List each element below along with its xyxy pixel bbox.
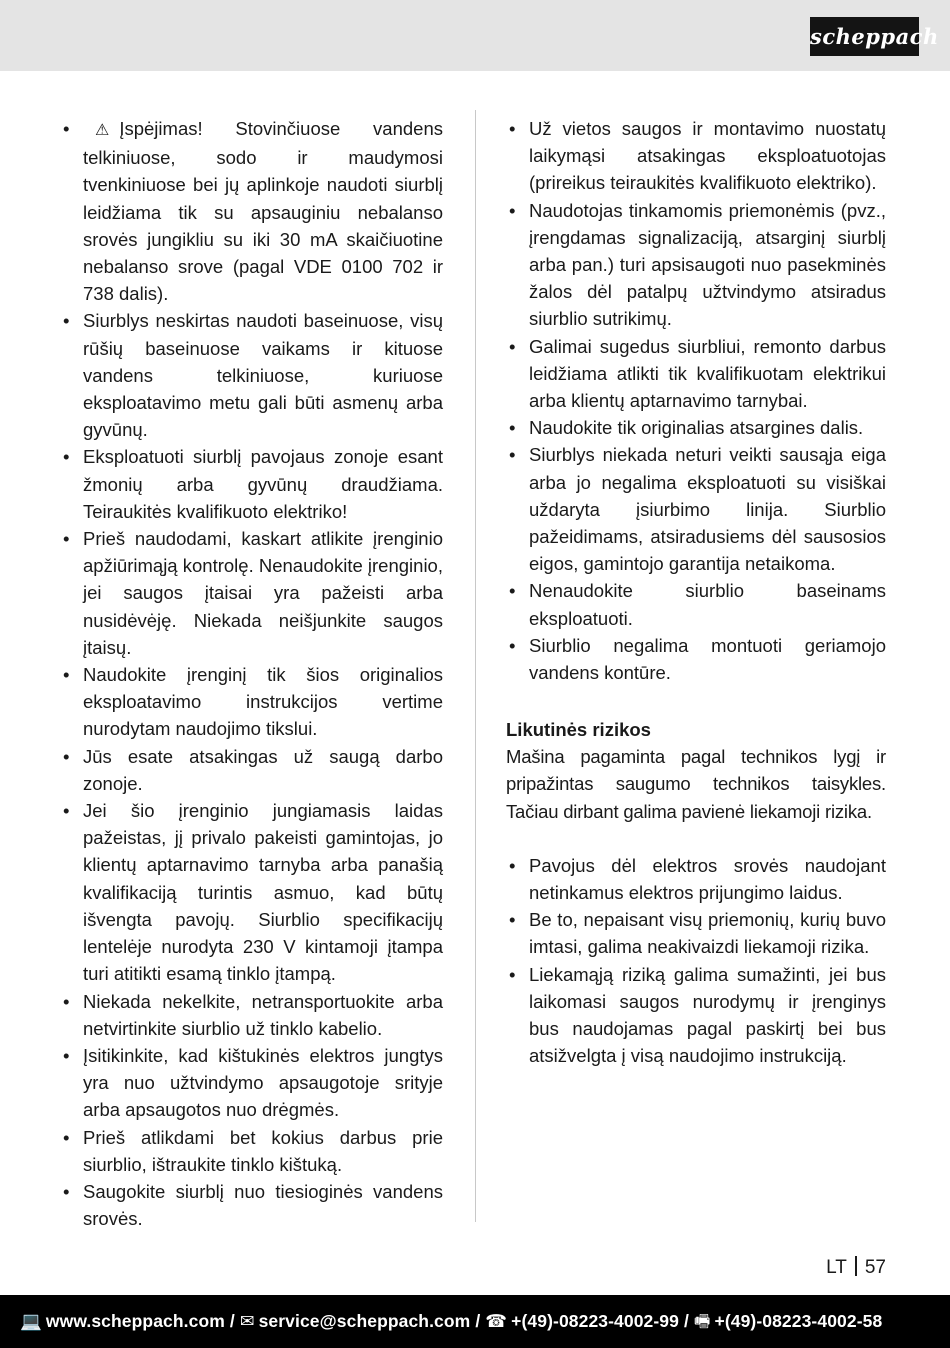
list-item-text: Jei šio įrenginio jungiamasis laidas pažeistas, jį privalo pakeisti gamintojas, jo klientų aptarnavimo tarnyba arba panašią kvalifikaciją turintis asmuo, kad būtų išvengta pavojų. Siurblio specifikacijų lentelėje nurodyta 230 V kintamoji įtampa turi atitikti esamą tinklo įtampą.	[83, 800, 443, 985]
list-item-text: Siurblys neskirtas naudoti baseinuose, visų rūšių baseinuose vaikams ir kituose vandens telkiniuose, kuriuose eksploatavimo metu gali būti asmenų arba gyvūnų.	[83, 310, 443, 441]
list-item	[506, 115, 886, 197]
list-item	[60, 1178, 443, 1232]
bullet-icon: •	[63, 1044, 70, 1066]
list-item-text: Siurblio negalima montuoti geriamojo vandens kontūre.	[529, 634, 886, 684]
risk-list	[506, 852, 886, 1070]
bullet-icon: •	[63, 1180, 70, 1202]
bullet-icon: •	[63, 990, 70, 1012]
list-item-text: Eksploatuoti siurblį pavojaus zonoje esant žmonių arba gyvūnų draudžiama. Teiraukitės kvalifikuoto elektriko!	[83, 446, 443, 522]
bullet-icon: •	[509, 909, 516, 931]
bullet-icon: •	[63, 664, 70, 686]
list-item	[60, 988, 443, 1042]
list-item-text: Niekada nekelkite, netransportuokite arba netvirtinkite siurblio už tinklo kabelio.	[83, 990, 443, 1039]
page-number-divider	[855, 1256, 857, 1276]
footer-separator: /	[229, 1311, 235, 1331]
bullet-icon: •	[509, 444, 516, 466]
warning-label: Įspėjimas!	[119, 118, 203, 139]
footer-separator: /	[683, 1311, 689, 1331]
bullet-icon: •	[509, 118, 516, 139]
list-item-text: Galimai sugedus siurbliui, remonto darbus leidžiama atlikti tik kvalifikuotam elektrikui arba klientų aptarnavimo tarnybai.	[529, 335, 886, 412]
list-item	[60, 115, 443, 307]
bullet-icon: •	[509, 634, 516, 656]
list-item	[506, 577, 886, 631]
bullet-icon: •	[63, 1126, 70, 1148]
list-item-text: Prieš atlikdami bet kokius darbus prie siurblio, ištraukite tinklo kištuką.	[83, 1126, 443, 1175]
list-item	[60, 307, 443, 443]
footer-fax: +(49)-08223-4002-58	[714, 1311, 883, 1331]
bullet-icon: •	[63, 528, 70, 550]
list-item	[506, 441, 886, 577]
list-item	[506, 414, 886, 441]
footer-bar	[0, 1295, 950, 1348]
phone-icon: ☎	[485, 1311, 508, 1331]
right-column	[506, 115, 886, 1070]
list-item-text: Be to, nepaisant visų priemonių, kurių buvo imtasi, galima neakivaizdi liekamoji rizika.	[529, 909, 886, 958]
safety-list-left	[60, 115, 443, 1232]
bullet-icon: •	[509, 580, 516, 602]
bullet-icon: •	[509, 854, 516, 876]
fax-icon: 🖷	[693, 1311, 711, 1331]
list-item	[506, 333, 886, 415]
bullet-icon: •	[63, 118, 70, 139]
safety-list-right	[506, 115, 886, 686]
bullet-icon: •	[509, 335, 516, 357]
spacer	[506, 825, 886, 852]
list-item	[506, 906, 886, 960]
list-item	[60, 661, 443, 743]
computer-icon: 💻	[20, 1311, 42, 1331]
footer-website[interactable]: www.scheppach.com	[45, 1311, 225, 1331]
section-title: Likutinės rizikos	[506, 719, 651, 741]
list-item	[506, 197, 886, 333]
list-item	[60, 443, 443, 525]
list-item-text: Nenaudokite siurblio baseinams eksploatuoti.	[529, 580, 886, 629]
list-item	[60, 743, 443, 797]
list-item-text: Naudokite tik originalias atsargines dalis.	[529, 417, 864, 439]
bullet-icon: •	[63, 800, 70, 822]
footer-contacts	[20, 1295, 882, 1348]
bullet-icon: •	[509, 963, 516, 985]
spacer	[506, 686, 886, 716]
left-column	[60, 115, 443, 1232]
list-item-text: Prieš naudodami, kaskart atlikite įrenginio apžiūrimąją kontrolę. Nenaudokite įrenginio, jei saugos įtaisai yra pažeisti arba nusidėvėję. Niekada neišjunkite saugos įtaisų.	[83, 528, 443, 658]
bullet-icon: •	[63, 310, 70, 332]
list-item-text: Naudokite įrenginį tik šios originalios eksploatavimo instrukcijos vertime nurodytam naudojimo tikslui.	[83, 664, 443, 740]
list-item	[60, 797, 443, 987]
list-item-text: Naudotojas tinkamomis priemonėmis (pvz., įrengdamas signalizaciją, atsarginį siurblį arba pan.) turi apsisaugoti nuo pasekminės žalos dėl patalpų užtvindymo atsiradus siurblio sutrikimų.	[529, 199, 886, 330]
list-item-text: Įsitikinkite, kad kištukinės elektros jungtys yra nuo užtvindymo apsaugotoje srityje arba apsaugotos nuo drėgmės.	[83, 1044, 443, 1121]
bullet-icon: •	[63, 446, 70, 468]
list-item	[506, 961, 886, 1070]
list-item-text: Liekamąją riziką galima sumažinti, jei bus laikomasi saugos nurodymų ir įrenginys bus naudojamas pagal paskirtį bei bus atsižvelgta į visą naudojimo instrukciją.	[529, 963, 886, 1067]
scheppach-logo: scheppach	[810, 17, 919, 56]
bullet-icon: •	[63, 745, 70, 767]
language-code: LT	[826, 1257, 847, 1278]
list-item-text: Už vietos saugos ir montavimo nuostatų laikymąsi atsakingas eksploatuotojas (prireikus teiraukitės kvalifikuoto elektriko).	[529, 118, 886, 194]
list-item	[506, 632, 886, 686]
page-number	[826, 1254, 886, 1281]
footer-separator: /	[475, 1311, 481, 1331]
mail-icon: ✉	[239, 1311, 255, 1331]
section-intro: Mašina pagaminta pagal technikos lygį ir pripažintas saugumo technikos taisykles. Tačiau dirbant galima pavienė liekamoji rizika.	[506, 746, 886, 822]
bullet-icon: •	[509, 199, 516, 221]
list-item-text: Saugokite siurblį nuo tiesioginės vandens srovės.	[83, 1180, 443, 1230]
list-item	[506, 852, 886, 906]
page-number-value: 57	[864, 1257, 886, 1278]
list-item-text: Stovinčiuose vandens telkiniuose, sodo ir maudymosi tvenkiniuose bei jų aplinkoje naudoti siurblį leidžiama tik su apsauginiu nebalanso srovės jungikliu su iki 30 mA skaičiuotine nebalanso srove (pagal VDE 0100 702 ir 738 dalis).	[83, 118, 443, 305]
list-item	[60, 1124, 443, 1178]
list-item-text: Jūs esate atsakingas už saugą darbo zonoje.	[83, 745, 443, 794]
list-item-text: Pavojus dėl elektros srovės naudojant netinkamus elektros prijungimo laidus.	[529, 854, 886, 904]
header-bar	[0, 0, 950, 71]
list-item	[60, 1042, 443, 1124]
bullet-icon: •	[509, 417, 516, 439]
warning-icon: ⚠	[95, 122, 110, 139]
footer-email[interactable]: service@scheppach.com	[258, 1311, 471, 1331]
footer-phone: +(49)-08223-4002-99	[511, 1311, 679, 1331]
list-item	[60, 525, 443, 661]
list-item-text: Siurblys niekada neturi veikti sausąja eiga arba jo negalima eksploatuoti su visiškai uždaryta įsiurbimo linija. Siurblio pažeidimams, atsiradusiems dėl sausosios eigos, gamintojo garantija netaikoma.	[529, 444, 886, 575]
column-divider	[475, 110, 476, 1222]
